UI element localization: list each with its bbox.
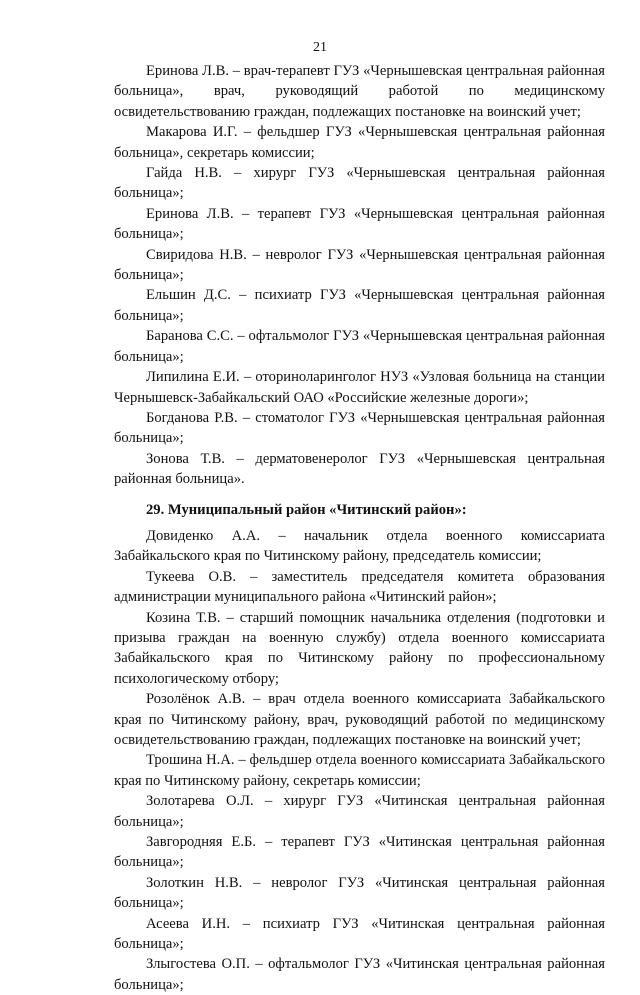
list-item: Липилина Е.И. – оториноларинголог НУЗ «Узловая больница на станции Чернышевск-Забайкальский ОАО «Российские железные дороги»; (114, 369, 605, 406)
list-item: Золотарева О.Л. – хирург ГУЗ «Читинская центральная районная больница»; (114, 793, 605, 830)
list-item: Золоткин Н.В. – невролог ГУЗ «Читинская центральная районная больница»; (114, 874, 605, 912)
page-number: 21 (313, 40, 327, 55)
section-heading: 29. Муниципальный район «Читинский район»: (146, 501, 467, 518)
list-item: Еринова Л.В. – врач-терапевт ГУЗ «Чернышевская центральная районная больница», врач, руководящий работой по медицинскому освидетельствованию граждан, подлежащих постановке на воинский учет; (114, 63, 605, 120)
list-item: Макарова И.Г. – фельдшер ГУЗ «Чернышевская центральная районная больница», секретарь комиссии; (114, 124, 605, 161)
list-item: Асеева И.Н. – психиатр ГУЗ «Читинская центральная районная больница»; (114, 915, 605, 953)
commission-list-chitinsky (114, 500, 605, 995)
list-item: Баранова С.С. – офтальмолог ГУЗ «Чернышевская центральная районная больница»; (114, 328, 605, 365)
list-item: Козина Т.В. – старший помощник начальника отделения (подготовки и призыва граждан на военную службу) отдела военного комиссариата Забайкальского края по Читинскому району по профессиональному психологическому отбору; (114, 609, 605, 687)
document-body (114, 61, 605, 995)
list-item: Зонова Т.В. – дерматовенеролог ГУЗ «Чернышевская центральная районная больница». (114, 450, 605, 488)
commission-list-chernyshevsky (114, 61, 605, 490)
list-item: Богданова Р.В. – стоматолог ГУЗ «Чернышевская центральная районная больница»; (114, 409, 605, 447)
list-item: Завгородняя Е.Б. – терапевт ГУЗ «Читинская центральная районная больница»; (114, 834, 605, 871)
list-item: Тукеева О.В. – заместитель председателя комитета образования администрации муниципального района «Читинский район»; (114, 568, 605, 606)
list-item: Свиридова Н.В. – невролог ГУЗ «Чернышевская центральная районная больница»; (114, 246, 605, 284)
list-item: Ельшин Д.С. – психиатр ГУЗ «Чернышевская центральная районная больница»; (114, 287, 605, 324)
list-item: Розолёнок А.В. – врач отдела военного комиссариата Забайкальского края по Читинскому району, врач, руководящий работой по медицинскому освидетельствованию граждан, подлежащих постановке на воинский учет; (114, 691, 605, 748)
list-item: Гайда Н.В. – хирург ГУЗ «Чернышевская центральная районная больница»; (114, 165, 605, 202)
list-item: Трошина Н.А. – фельдшер отдела военного комиссариата Забайкальского края по Читинскому району, секретарь комиссии; (114, 752, 605, 789)
list-item: Еринова Л.В. – терапевт ГУЗ «Чернышевская центральная районная больница»; (114, 205, 605, 243)
list-item: Злыгостева О.П. – офтальмолог ГУЗ «Читинская центральная районная больница»; (114, 956, 605, 993)
list-item: Довиденко А.А. – начальник отдела военного комиссариата Забайкальского края по Читинскому району, председатель комиссии; (114, 527, 605, 565)
